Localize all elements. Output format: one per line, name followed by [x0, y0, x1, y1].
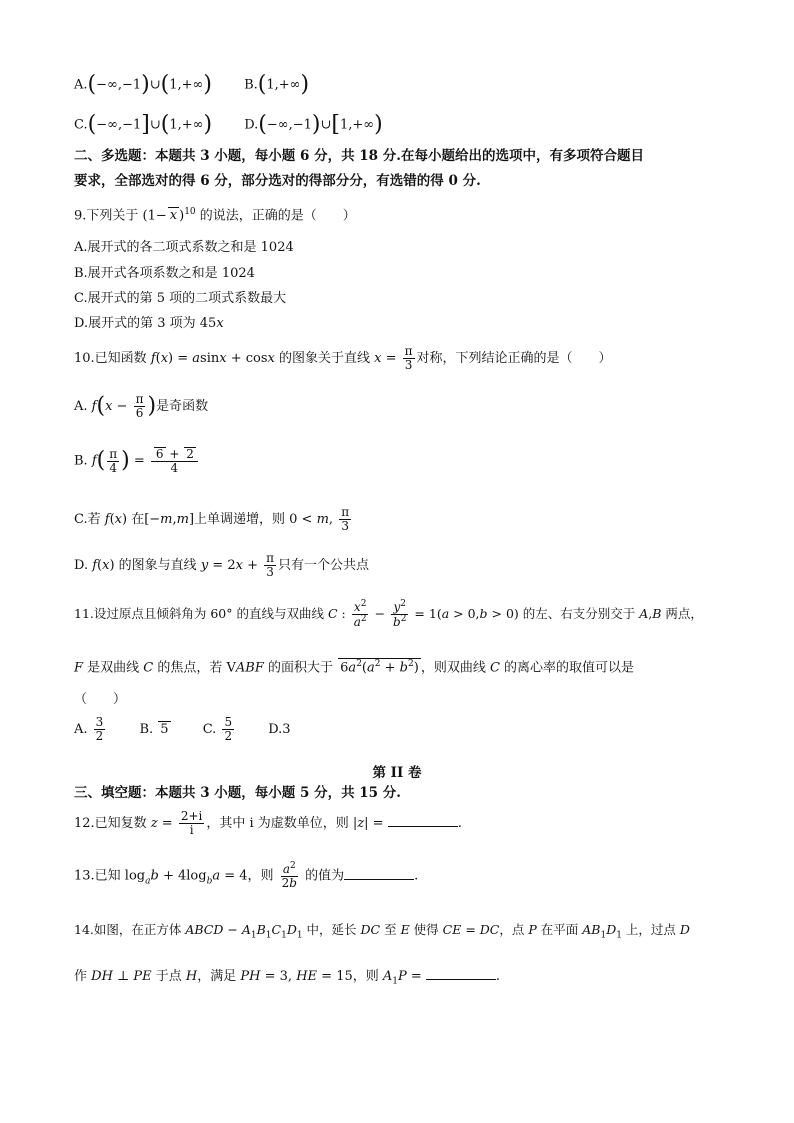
- q9-option-a: A.展开式的各二项式系数之和是 1024: [74, 240, 294, 255]
- q8-option-c: C.(−∞,−1]∪(1,+∞): [74, 112, 213, 137]
- q8-options-row-1: [74, 72, 337, 98]
- q11-options: [74, 716, 319, 743]
- q9-option-d: D.展开式的第 3 项为 45x: [74, 316, 224, 331]
- q11-answer-paren: （ ）: [74, 692, 127, 707]
- q11-option-b: B. 5: [139, 722, 169, 738]
- q13-answer-blank[interactable]: [344, 865, 414, 880]
- q9-stem: 9.下列关于 (1− x )$^{10}$ 的说法，正确的是（ ）: [74, 207, 356, 224]
- q8-option-b: B.(1,+∞): [244, 72, 310, 97]
- q10-option-d: D. f(x) 的图象与直线 y = 2x + $\frac{\pi}{3}$ 只有一个公共点: [74, 551, 370, 580]
- q12-stem: 12.已知复数 z = $\frac{2+i}{i}$ ，其中 i 为虚数单位，则 |z| = .: [74, 809, 462, 838]
- q11-option-c: C. $\frac{5}{2}$: [202, 715, 233, 744]
- q10-option-c: C.若 f(x) 在[−m,m]上单调递增，则 0 < m, $\frac{\pi}{3}$: [74, 505, 350, 534]
- q11-option-d: D.3: [268, 722, 291, 738]
- q12-answer-blank[interactable]: [388, 812, 458, 827]
- q14-stem-line2: 作 DH ⊥ PE 于点 H，满足 PH = 3, HE = 15，则 $A_1P$ = .: [74, 965, 500, 987]
- q8-option-d: D.(−∞,−1)∪[1,+∞): [244, 112, 383, 137]
- section2-heading-line2: 要求，全部选对的得 6 分，部分选对的得部分分，有选错的得 0 分.: [74, 173, 481, 189]
- q11-stem-line1: 11.设过原点且倾斜角为 60° 的直线与双曲线 C : $\frac{x^2}{a^2}$ − $\frac{y^2}{b^2}$ = 1(a > 0,b > 0) 的左、右支分别交于 A,B 两点，: [74, 599, 703, 630]
- section3-heading: 三、填空题：本题共 3 小题，每小题 5 分，共 15 分.: [74, 785, 401, 801]
- q9-option-c: C.展开式的第 5 项的二项式系数最大: [74, 291, 287, 306]
- part2-title: 第 II 卷: [372, 765, 422, 781]
- q11-option-a: A. $\frac{3}{2}$: [74, 715, 104, 744]
- q8-options-row-2: [74, 112, 411, 138]
- q10-option-b: B. f( $\frac{\pi}{4}$ ) = $\frac{6 + 2}{4}$: [74, 447, 200, 475]
- q10-option-a: A. f(x − $\frac{\pi}{6}$ )是奇函数: [74, 392, 209, 421]
- q11-stem-line2: F 是双曲线 C 的焦点，若 VABF 的面积大于 $6a^2(a^2 + b^2)$ ，则双曲线 C 的离心率的取值可以是: [74, 659, 635, 676]
- q10-stem: 10.已知函数 f(x) = asinx + cosx 的图象关于直线 x = $\frac{\pi}{3}$ 对称，下列结论正确的是（ ）: [74, 344, 612, 373]
- q9-option-b: B.展开式各项系数之和是 1024: [74, 266, 255, 281]
- section2-heading-line1: 二、多选题：本题共 3 小题，每小题 6 分，共 18 分.在每小题给出的选项中，有多项符合题目: [74, 148, 644, 164]
- q13-stem: 13.已知 $\log_ab + 4\log_ba = 4$，则 $\frac{a^2}{2b}$ 的值为 .: [74, 861, 419, 891]
- q8-option-a: A.(−∞,−1)∪(1,+∞): [74, 72, 212, 97]
- q14-stem-line1: 14.如图，在正方体 ABCD − $A_1B_1C_1D_1$ 中，延长 DC 至 E 使得 CE = DC，点 P 在平面 $AB_1D_1$ 上，过点 D: [74, 922, 690, 941]
- q14-answer-blank[interactable]: [426, 965, 496, 980]
